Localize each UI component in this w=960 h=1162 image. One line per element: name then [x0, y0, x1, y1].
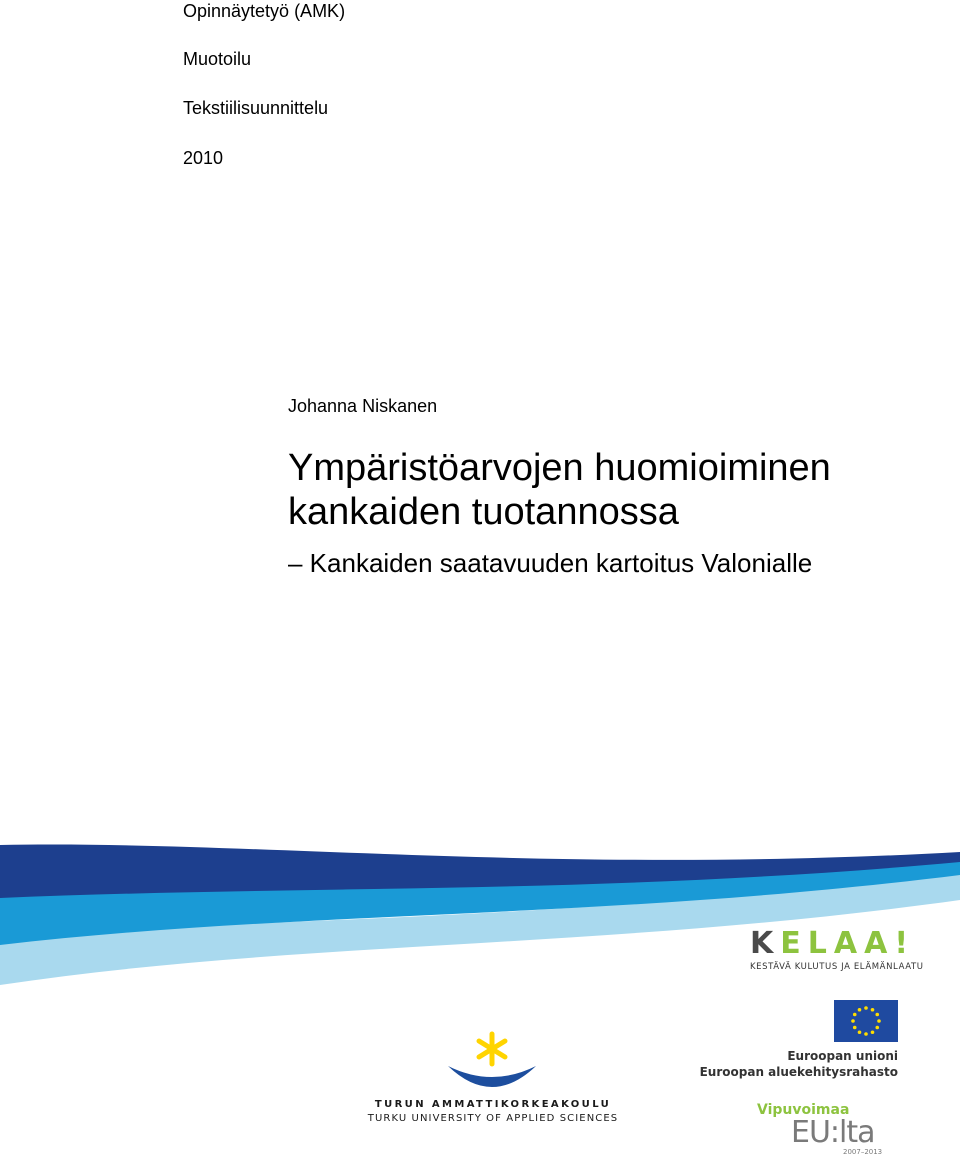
tuas-name [362, 1098, 624, 1126]
vipuvoimaa-years: 2007–2013 [843, 1148, 883, 1156]
eu-star-icon [858, 1008, 862, 1012]
kelaa-letter-a1: A [833, 926, 859, 961]
tuas-name-english: TURKU UNIVERSITY OF APPLIED SCIENCES [367, 1113, 619, 1124]
eu-star-icon [864, 1006, 868, 1010]
kelaa-logo [750, 926, 924, 976]
degree-programme: Tekstiilisuunnittelu [183, 98, 329, 118]
thesis-subtitle: – Kankaiden saatavuuden kartoitus Valonialle [288, 548, 813, 578]
eu-regional-fund-label: Euroopan aluekehitysrahasto [699, 1065, 898, 1079]
eu-flag-icon [834, 1000, 898, 1042]
field-of-study: Muotoilu [183, 49, 252, 69]
eu-star-icon [877, 1019, 881, 1023]
tuas-name-finnish: TURUN AMMATTIKORKEAKOULU [374, 1099, 612, 1110]
eu-funding-text [700, 1048, 898, 1080]
eu-star-icon [853, 1026, 857, 1030]
kelaa-wordmark [750, 928, 915, 960]
kelaa-letter-k: K [750, 926, 775, 961]
kelaa-letter-l: L [807, 926, 828, 961]
thesis-title [288, 446, 831, 534]
vipuvoimaa-logo [757, 1102, 897, 1162]
thesis-title-line-1: Ympäristöarvojen huomioiminen [288, 447, 831, 489]
eu-star-icon [851, 1019, 855, 1023]
eu-star-icon [871, 1030, 875, 1034]
year: 2010 [183, 148, 224, 168]
eu-star-icon [875, 1013, 879, 1017]
eu-star-icon [871, 1008, 875, 1012]
eu-star-icon [853, 1013, 857, 1017]
vipuvoimaa-eu-text: EU:lta [791, 1115, 875, 1150]
kelaa-tagline: KESTÄVÄ KULUTUS JA ELÄMÄNLAATU [750, 962, 924, 972]
thesis-type: Opinnäytetyö (AMK) [183, 1, 346, 21]
eu-union-label: Euroopan unioni [787, 1049, 898, 1063]
kelaa-letter-exclaim: ! [894, 926, 909, 961]
eu-star-icon [864, 1032, 868, 1036]
eu-star-icon [875, 1026, 879, 1030]
eu-star-icon [858, 1030, 862, 1034]
kelaa-letter-e: E [780, 926, 802, 961]
thesis-title-line-2: kankaiden tuotannossa [288, 491, 679, 533]
kelaa-letter-a2: A [864, 926, 889, 961]
author-name: Johanna Niskanen [288, 396, 438, 416]
tuas-emblem-icon [444, 1030, 540, 1092]
vipuvoimaa-title: Vipuvoimaa [757, 1102, 850, 1118]
